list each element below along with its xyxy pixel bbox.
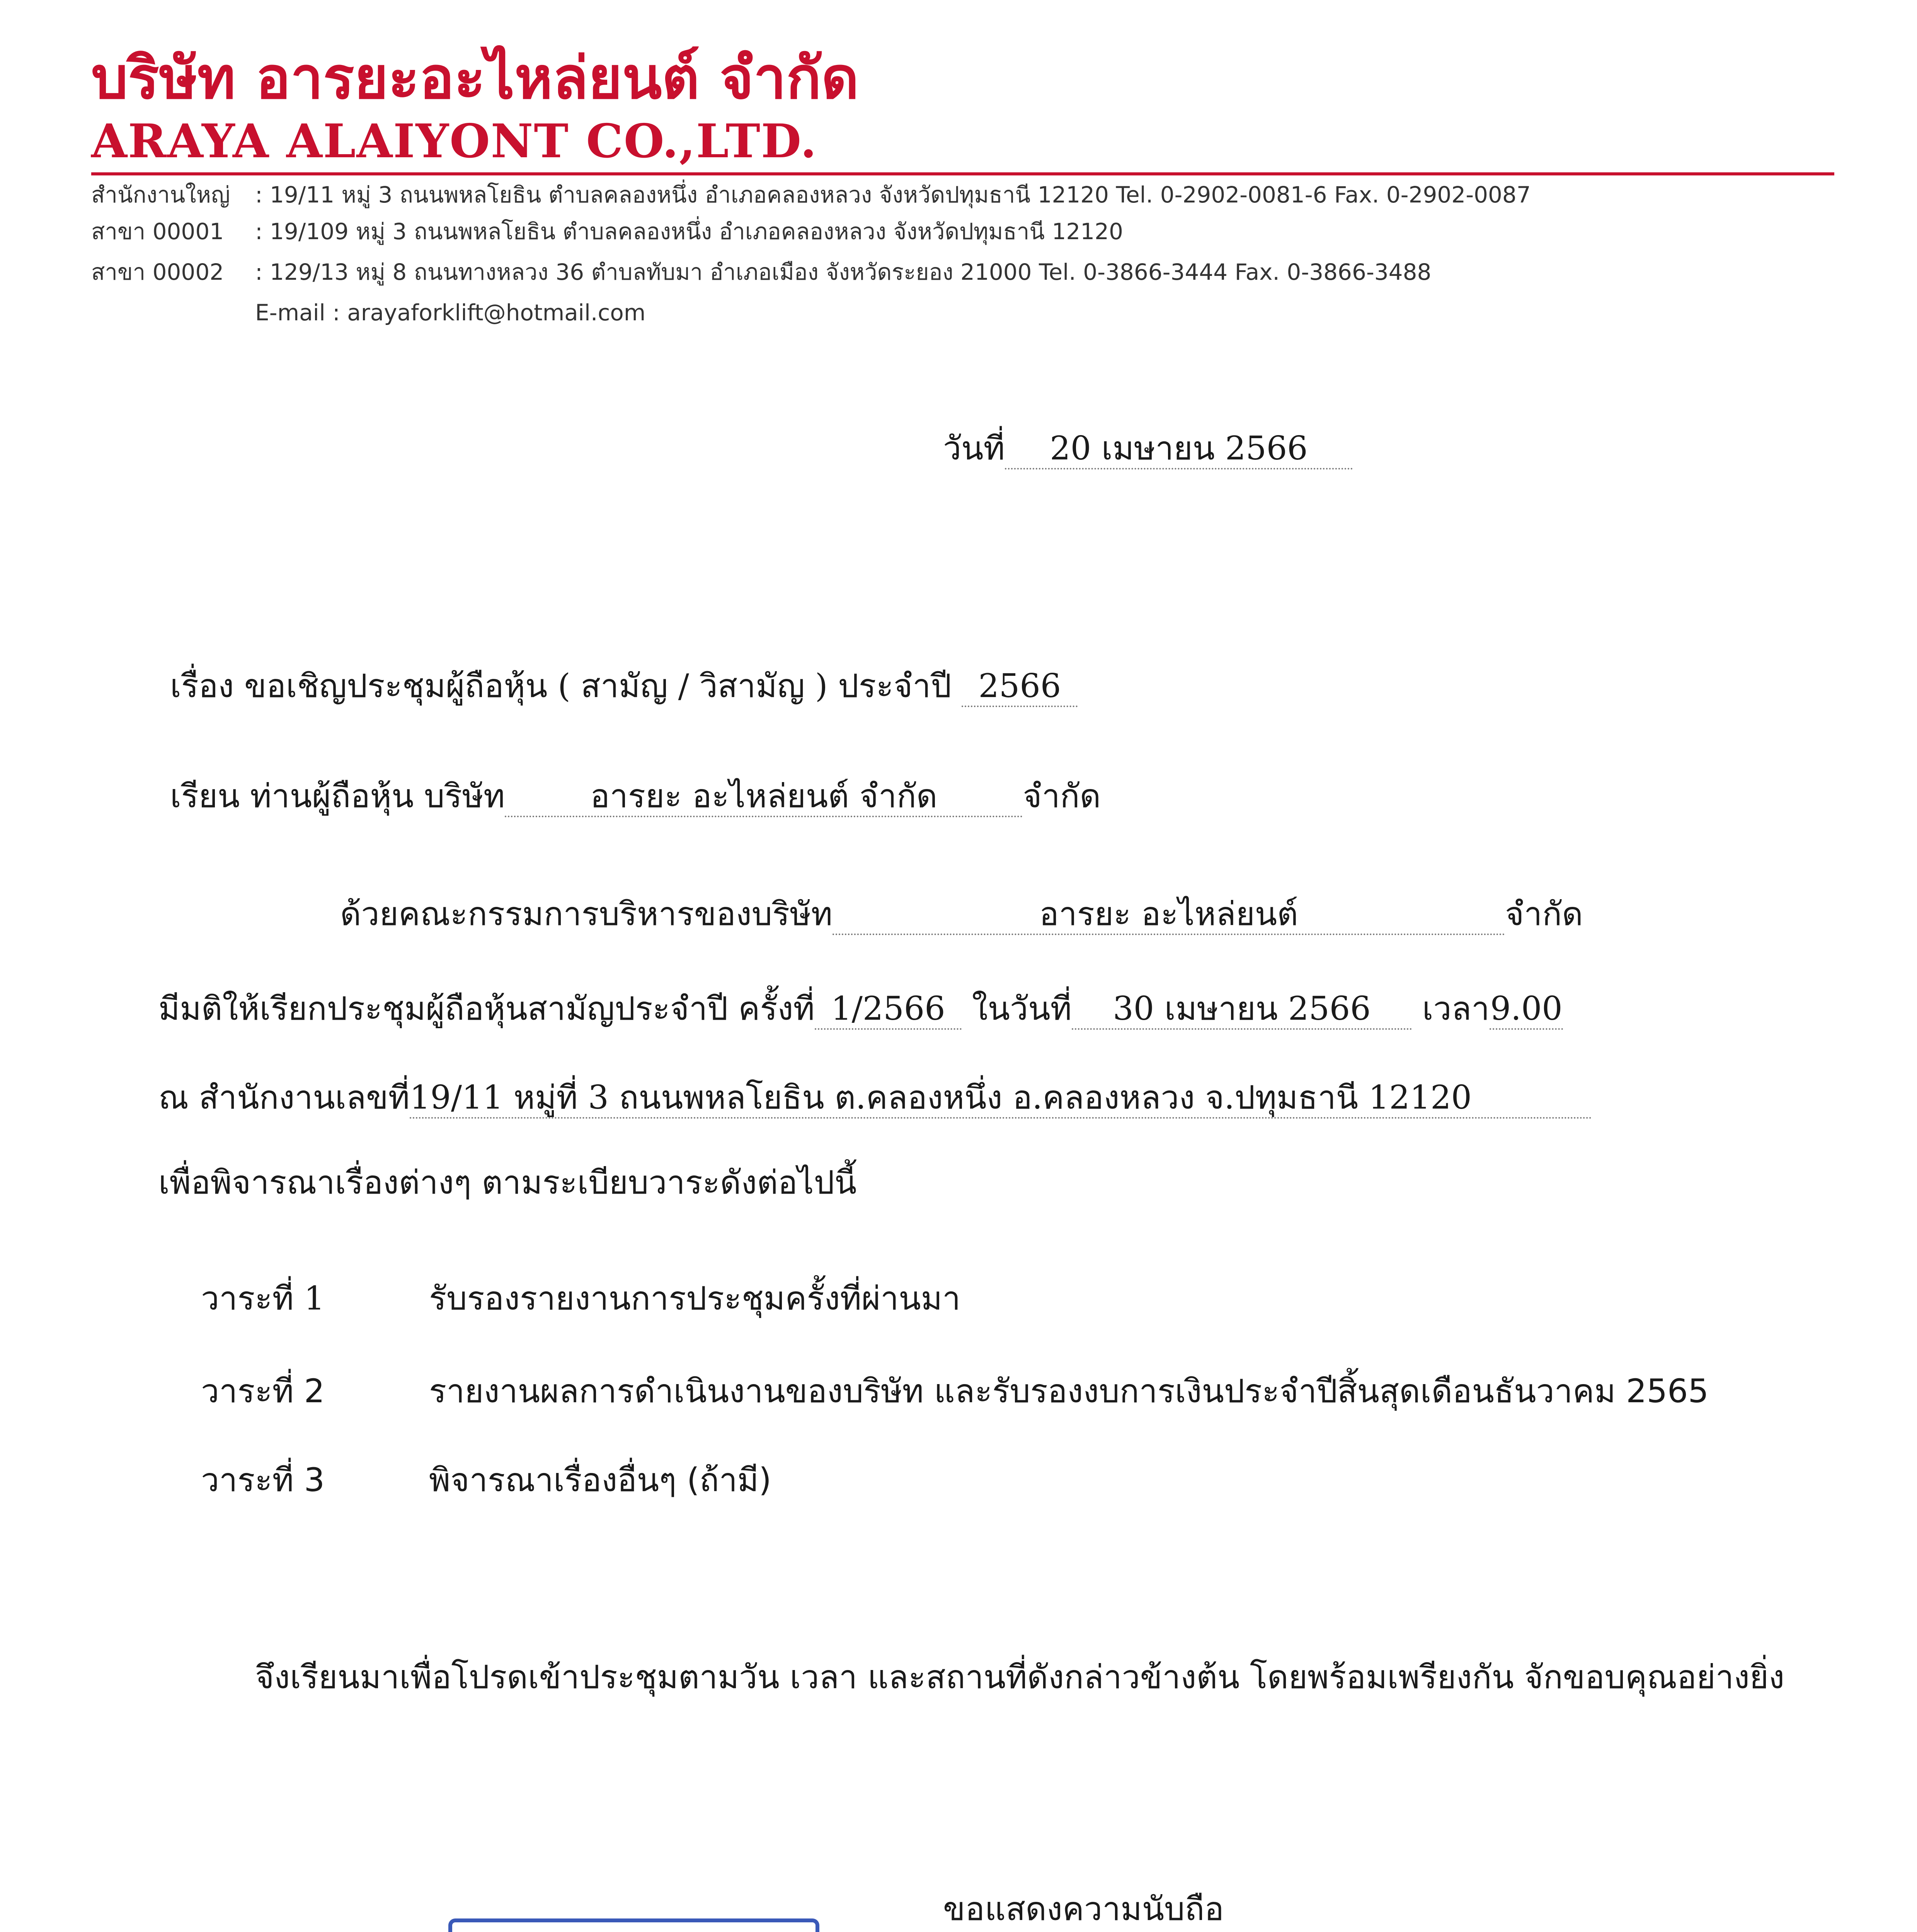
body-line-4: เพื่อพิจารณาเรื่องต่างๆ ตามระเบียบวาระดังต่อไปนี้ <box>158 1163 857 1201</box>
date-value: 20 เมษายน 2566 <box>1005 429 1353 469</box>
recipient-line <box>170 777 1101 817</box>
office-address-head: : 19/11 หมู่ 3 ถนนพหลโยธิน ตำบลคลองหนึ่ง อำเภอคลองหลวง จังหวัดปทุมธานี 12120 Tel. 0-2902-0081-6 Fax. 0-2902-0087 <box>255 182 1531 208</box>
agenda-2-text: รายงานผลการดำเนินงานของบริษัท และรับรองงบการเงินประจำปีสิ้นสุดเดือนธันวาคม 2565 <box>429 1372 1709 1410</box>
office-address-branch-2: : 129/13 หมู่ 8 ถนนทางหลวง 36 ตำบลทับมา อำเภอเมือง จังหวัดระยอง 21000 Tel. 0-3866-3444 Fax. 0-3866-3488 <box>255 259 1432 285</box>
office-label-branch-1: สาขา 00001 <box>91 218 224 245</box>
company-name-english: ARAYA ALAIYONT CO.,LTD. <box>91 114 817 168</box>
meeting-date: 30 เมษายน 2566 <box>1072 989 1412 1030</box>
body-line-3 <box>158 1078 1592 1119</box>
body-line-1-suffix: จำกัด <box>1505 895 1583 933</box>
company-name-thai: บริษัท อารยะอะไหล่ยนต์ จำกัด <box>91 44 859 112</box>
meeting-time-label: เวลา <box>1422 990 1490 1027</box>
meeting-venue: 19/11 หมู่ที่ 3 ถนนพหลโยธิน ต.คลองหนึ่ง อ.คลองหลวง จ.ปทุมธานี 12120 <box>410 1078 1592 1119</box>
body-line-1-prefix: ด้วยคณะกรรมการบริหารของบริษัท <box>340 895 833 933</box>
venue-label: ณ สำนักงานเลขที่ <box>158 1078 410 1116</box>
office-label-head: สำนักงานใหญ่ <box>91 182 230 208</box>
subject-year: 2566 <box>962 667 1078 707</box>
meeting-number: 1/2566 <box>815 989 962 1030</box>
body-line-2-prefix: มีมติให้เรียกประชุมผู้ถือหุ้นสามัญประจำปี ครั้งที่ <box>158 990 815 1027</box>
date-label: วันที่ <box>943 429 1005 467</box>
subject-line <box>170 667 1078 707</box>
body-line-1 <box>340 895 1583 935</box>
recipient-suffix: จำกัด <box>1023 777 1101 815</box>
agenda-1-label: วาระที่ 1 <box>201 1279 325 1317</box>
agenda-3-text: พิจารณาเรื่องอื่นๆ (ถ้ามี) <box>429 1461 771 1499</box>
letterhead-divider <box>91 172 1834 175</box>
recipient-label: เรียน ท่านผู้ถือหุ้น บริษัท <box>170 777 505 815</box>
agenda-3-label: วาระที่ 3 <box>201 1461 325 1499</box>
office-address-branch-1: : 19/109 หมู่ 3 ถนนพหลโยธิน ตำบลคลองหนึ่ง อำเภอคลองหลวง จังหวัดปทุมธานี 12120 <box>255 218 1123 245</box>
meeting-time: 9.00 <box>1490 989 1563 1030</box>
body-company: อารยะ อะไหล่ยนต์ <box>833 895 1505 935</box>
agenda-1-text: รับรองรายงานการประชุมครั้งที่ผ่านมา <box>429 1279 961 1317</box>
agenda-2-label: วาระที่ 2 <box>201 1372 325 1410</box>
company-stamp <box>448 1918 819 1932</box>
subject-label: เรื่อง <box>170 667 234 705</box>
closing-sentence: จึงเรียนมาเพื่อโปรดเข้าประชุมตามวัน เวลา และสถานที่ดังกล่าวข้างต้น โดยพร้อมเพรียงกัน จักขอบคุณอย่างยิ่ง <box>255 1658 1785 1696</box>
recipient-company: อารยะ อะไหล่ยนต์ จำกัด <box>505 777 1023 817</box>
subject-text: ขอเชิญประชุมผู้ถือหุ้น ( สามัญ / วิสามัญ ) ประจำปี <box>244 667 952 705</box>
letter-date <box>943 429 1353 469</box>
body-line-2 <box>158 989 1563 1030</box>
closing-regards: ขอแสดงความนับถือ <box>943 1890 1224 1928</box>
office-label-branch-2: สาขา 00002 <box>91 259 224 285</box>
meeting-date-label: ในวันที่ <box>972 990 1072 1027</box>
company-email: E-mail : arayaforklift@hotmail.com <box>255 299 646 326</box>
